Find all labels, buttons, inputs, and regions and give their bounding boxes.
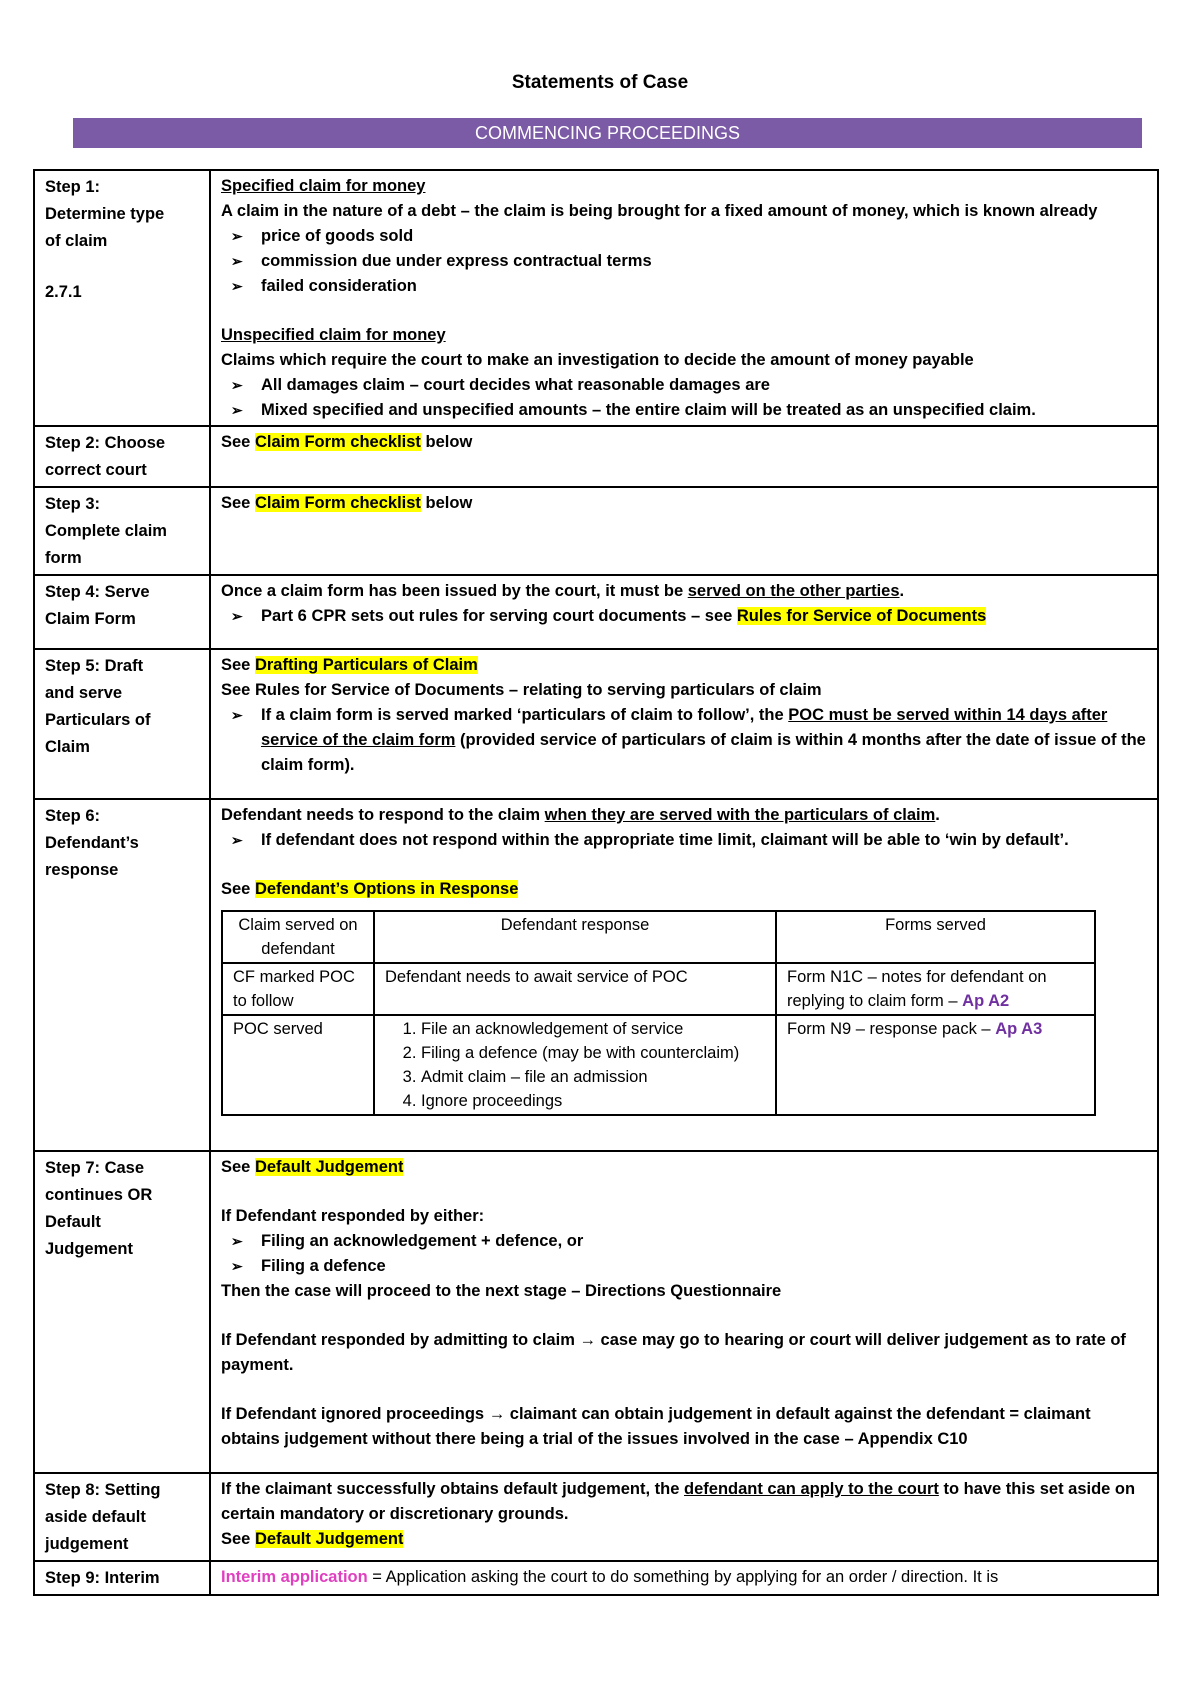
table-cell: Form N9 – response pack – Ap A3 <box>776 1015 1095 1115</box>
list-item: ➢ If a claim form is served marked ‘particulars of claim to follow’, the POC must be served within 14 days after service of the claim form (provided service of particulars of claim is within 4 months after the date of issue of the claim form). <box>261 703 1147 778</box>
step-content: Defendant needs to respond to the claim when they are served with the particulars of claim. ➢ If defendant does not respond within the appropriate time limit, claimant will be able to ‘win by default’. See Defendant’s Options in Response Claim served on defendant Defendant response Forms served CF marked POC to follow Defendant needs to await service of POC Form N1C – notes for defendant on replying to claim form – Ap A2 POC served 1. File an acknowledgement of service 2. Filing a defence (may be with counterclaim) 3. Admit claim – file an admission 4. Ignore proceedings Form N9 – response pack – Ap A3 <box>210 799 1158 1151</box>
step-label: Step 3: Complete claim form <box>34 487 210 575</box>
list-item: ➢ Filing an acknowledgement + defence, or <box>261 1229 1147 1254</box>
unspecified-heading: Unspecified claim for money <box>221 326 446 344</box>
list-item: 2. Filing a defence (may be with counterclaim) <box>421 1041 765 1065</box>
step-row-2 <box>34 426 1158 487</box>
step-label: Step 9: Interim <box>34 1561 210 1595</box>
list-item: 3. Admit claim – file an admission <box>421 1065 765 1089</box>
list-item: ➢ Mixed specified and unspecified amounts – the entire claim will be treated as an unspecified claim. <box>261 398 1147 423</box>
list-item: ➢ If defendant does not respond within the appropriate time limit, claimant will be able to ‘win by default’. <box>261 828 1147 853</box>
table-row <box>222 963 1095 1015</box>
rules-for-service-link[interactable]: Rules for Service of Documents <box>736 607 987 625</box>
table-cell: CF marked POC to follow <box>222 963 374 1015</box>
unspecified-list <box>221 373 1147 423</box>
section-reference: 2.7.1 <box>45 283 82 301</box>
list-item: ➢ Part 6 CPR sets out rules for serving court documents – see Rules for Service of Documents <box>261 604 1147 629</box>
steps-table <box>33 169 1159 1596</box>
claim-form-checklist-link[interactable]: Claim Form checklist <box>254 433 421 451</box>
appendix-ref: Ap A3 <box>995 1020 1043 1038</box>
table-header-row <box>222 911 1095 963</box>
table-cell: Form N1C – notes for defendant on replying to claim form – Ap A2 <box>776 963 1095 1015</box>
column-header: Defendant response <box>374 911 776 963</box>
right-arrow-icon: → <box>579 1331 596 1349</box>
step-row-7 <box>34 1151 1158 1473</box>
default-judgement-link[interactable]: Default Judgement <box>254 1530 404 1548</box>
response-table <box>221 910 1096 1116</box>
step-content: See Drafting Particulars of Claim See Rules for Service of Documents – relating to serving particulars of claim ➢ If a claim form is served marked ‘particulars of claim to follow’, the POC must be served within 14 days after service of the claim form (provided service of particulars of claim is within 4 months after the date of issue of the claim form). <box>210 649 1158 799</box>
step-content: Interim application = Application asking the court to do something by applying for an order / direction. It is <box>210 1561 1158 1595</box>
list-item: 4. Ignore proceedings <box>421 1089 765 1113</box>
step-content: If the claimant successfully obtains default judgement, the defendant can apply to the court to have this set aside on certain mandatory or discretionary grounds. See Default Judgement <box>210 1473 1158 1561</box>
step-row-1 <box>34 170 1158 426</box>
step-label: Step 5: Draft and serve Particulars of Claim <box>34 649 210 799</box>
defendant-options-link[interactable]: Defendant’s Options in Response <box>254 880 519 898</box>
list-item: 1. File an acknowledgement of service <box>421 1017 765 1041</box>
step-content: See Claim Form checklist below <box>210 426 1158 487</box>
table-cell <box>374 1015 776 1115</box>
list-item: ➢ commission due under express contractual terms <box>261 249 1147 274</box>
step-content: See Default Judgement If Defendant responded by either: ➢ Filing an acknowledgement + defence, or ➢ Filing a defence Then the case will proceed to the next stage – Directions Questionnaire If Defendant responded by admitting to claim → case may go to hearing or court will deliver judgement as to rate of payment. If Defendant ignored proceedings → claimant can obtain judgement in default against the defendant = claimant obtains judgement without there being a trial of the issues involved in the case – Appendix C10 <box>210 1151 1158 1473</box>
table-cell: Defendant needs to await service of POC <box>374 963 776 1015</box>
step-label: Step 1: Determine type of claim 2.7.1 <box>34 170 210 426</box>
step-row-3 <box>34 487 1158 575</box>
appendix-ref: Ap A2 <box>962 992 1010 1010</box>
interim-term: Interim application <box>221 1568 368 1586</box>
step-content: Once a claim form has been issued by the court, it must be served on the other parties. ➢ Part 6 CPR sets out rules for serving court documents – see Rules for Service of Documents <box>210 575 1158 649</box>
step-row-4 <box>34 575 1158 649</box>
step-row-6 <box>34 799 1158 1151</box>
step-row-8 <box>34 1473 1158 1561</box>
specified-heading: Specified claim for money <box>221 177 426 195</box>
column-header: Claim served on defendant <box>222 911 374 963</box>
list-item: ➢ Filing a defence <box>261 1254 1147 1279</box>
step-label: Step 2: Choose correct court <box>34 426 210 487</box>
section-banner: COMMENCING PROCEEDINGS <box>73 118 1142 148</box>
step-label: Step 7: Case continues OR Default Judgement <box>34 1151 210 1473</box>
column-header: Forms served <box>776 911 1095 963</box>
page-title: Statements of Case <box>511 72 689 93</box>
step-row-5 <box>34 649 1158 799</box>
list-item: ➢ All damages claim – court decides what reasonable damages are <box>261 373 1147 398</box>
claim-form-checklist-link[interactable]: Claim Form checklist <box>254 494 421 512</box>
right-arrow-icon: → <box>488 1405 506 1423</box>
step-label: Step 6: Defendant’s response <box>34 799 210 1151</box>
list-item: ➢ price of goods sold <box>261 224 1147 249</box>
step-row-9 <box>34 1561 1158 1595</box>
step-label: Step 4: Serve Claim Form <box>34 575 210 649</box>
step-content: Specified claim for money A claim in the nature of a debt – the claim is being brought for a fixed amount of money, which is known already ➢ price of goods sold ➢ commission due under express contractual terms ➢ failed consideration Unspecified claim for money Claims which require the court to make an investigation to decide the amount of money payable ➢ All damages claim – court decides what reasonable damages are ➢ Mixed specified and unspecified amounts – the entire claim will be treated as an unspecified claim. <box>210 170 1158 426</box>
table-cell: POC served <box>222 1015 374 1115</box>
default-judgement-link[interactable]: Default Judgement <box>254 1158 404 1176</box>
step-content: See Claim Form checklist below <box>210 487 1158 575</box>
list-item: ➢ failed consideration <box>261 274 1147 299</box>
step-label: Step 8: Setting aside default judgement <box>34 1473 210 1561</box>
specified-list <box>221 224 1147 299</box>
drafting-poc-link[interactable]: Drafting Particulars of Claim <box>254 656 478 674</box>
table-row <box>222 1015 1095 1115</box>
